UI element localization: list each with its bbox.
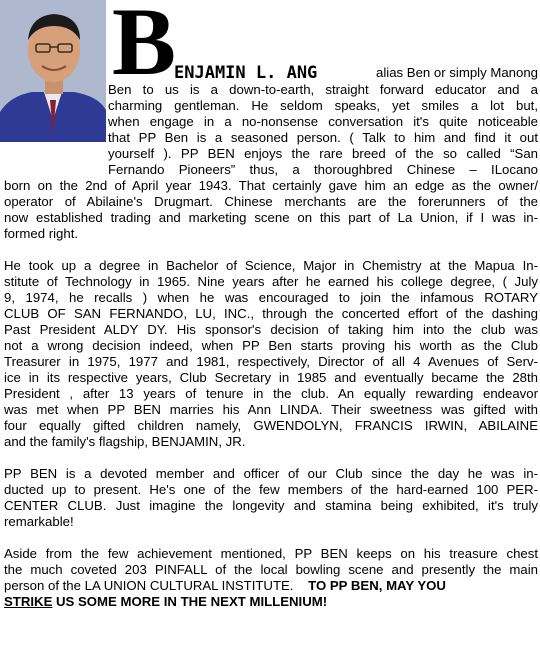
para2-line: 9, 1974, he recalls ) when he was encouraged to join the infamous ROTARY (4, 290, 538, 305)
para1-line: formed right. (4, 226, 79, 241)
para2-line: stitute of Technology in 1965. Nine years after he earned his college degree, ( July (4, 274, 538, 289)
para1-line: now established trading and marketing scene on this part of La Union, if I was in- (4, 210, 538, 225)
drop-cap-letter: B (112, 0, 175, 95)
closing-rest: US SOME MORE IN THE NEXT MILLENIUM! (52, 594, 328, 609)
para1-line: charming gentleman. He seldom speaks, yet smiles a lot but, (108, 98, 538, 113)
para1-line: operator of Abilaine's Drugmart. Chinese merchants are the forerunners of the (4, 194, 538, 209)
para2-line: CLUB OF SAN FERNANDO, LU, INC., through the concerted effort of the dashing (4, 306, 538, 321)
para2-line: Treasurer in 1975, 1977 and 1981, respectively, Director of all 4 Avenues of Serv- (4, 354, 538, 369)
para3-line: ducted up to present. He's one of the few members of the hard-earned 100 PER- (4, 482, 538, 497)
para1-line: Ben to us is a down-to-earth, straight forward educator and a (108, 82, 538, 97)
para4-line-with-tail (4, 578, 538, 594)
para2-line: was met when PP BEN marries his Ann LINDA. Their sweetness was gifted with (4, 402, 538, 417)
para3-line: CENTER CLUB. Just imagine the longevity and stamina being exhibited, it's truly (4, 498, 538, 513)
portrait-photo (0, 0, 106, 142)
closing-bold-start: TO PP BEN, MAY YOU (308, 578, 446, 593)
para4-line: Aside from the few achievement mentioned, PP BEN keeps on his treasure chest (4, 546, 538, 561)
para2-line: not a wrong decision indeed, when PP Ben starts proving his worth as the Club (4, 338, 538, 353)
para1-line: born on the 2nd of April year 1943. That certainly gave him an edge as the owner/ (4, 178, 538, 193)
para4-text: person of the LA UNION CULTURAL INSTITUTE. (4, 578, 294, 593)
strike-word: STRIKE (4, 594, 53, 609)
para4-line: the much coveted 203 PINFALL of the local bowling scene and presently the main (4, 562, 538, 577)
para2-line: ice in its respective years, Club Secretary in 1985 and eventually became the 28th (4, 370, 538, 385)
para2-line: President , after 13 years of tenure in the club. An equally rewarding endeavor (4, 386, 538, 401)
para3-line: PP BEN is a devoted member and officer of our Club since the day he was in- (4, 466, 538, 481)
para1-line: yourself ). PP BEN enjoys the rare breed of the so called “San (108, 146, 538, 161)
para3-line: remarkable! (4, 514, 74, 529)
person-name-heading (174, 63, 317, 83)
para1-line: that PP Ben is a seasoned person. ( Talk to him and find it out (108, 130, 538, 145)
para2-line: four equally gifted children namely, GWENDOLYN, FRANCIS IRWIN, ABILAINE (4, 418, 538, 433)
closing-line (4, 594, 327, 610)
name-text: ENJAMIN L. ANG (174, 63, 318, 83)
para2-line: Past President ALDY DY. His sponsor's decision of taking him into the club was (4, 322, 538, 337)
alias-text: alias Ben or simply Manong (376, 65, 538, 80)
para2-line: and the family's flagship, BENJAMIN, JR. (4, 434, 246, 449)
para2-line: He took up a degree in Bachelor of Science, Major in Chemistry at the Mapua In- (4, 258, 538, 273)
para1-line: Fernando Pioneers” thus, a thoroughbred Chinese – ILocano (108, 162, 538, 177)
para1-line: when engage in a no-nonsense conversation it's quite noticeable (108, 114, 538, 129)
